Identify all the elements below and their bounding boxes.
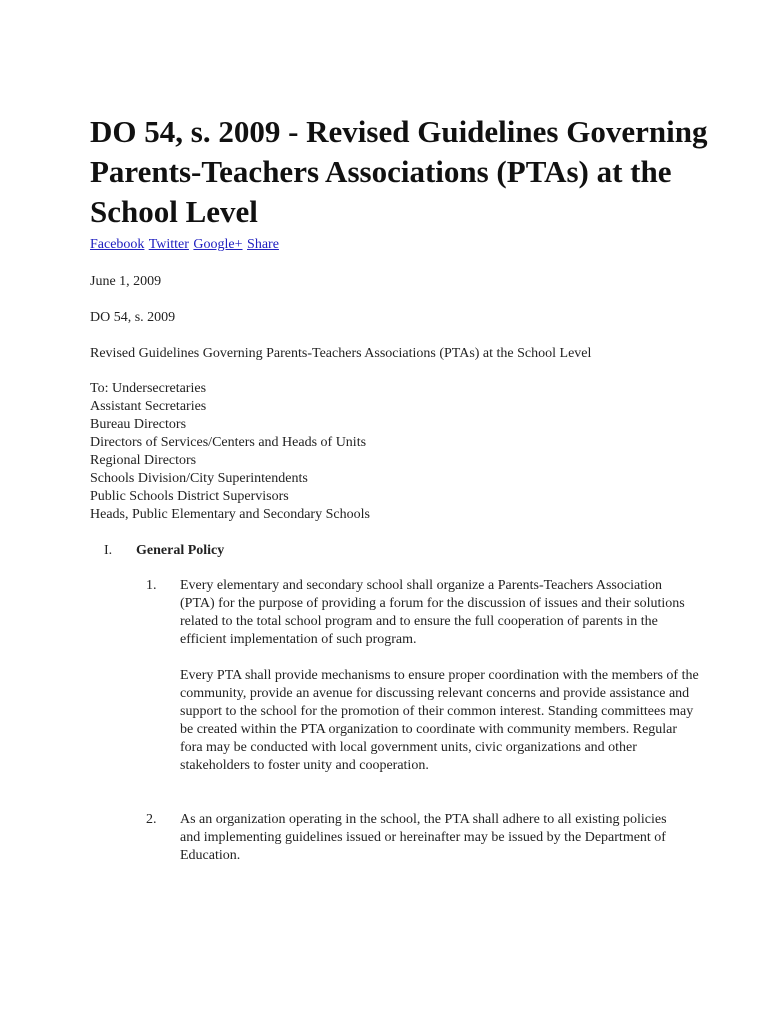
recipient-list bbox=[90, 380, 370, 524]
recipient: Directors of Services/Centers and Heads of Units bbox=[90, 435, 367, 450]
item-text: As an organization operating in the school, the PTA shall adhere to all existing policies and implementing guidelines issued or hereinafter may be issued by the Department of Education. bbox=[180, 812, 667, 863]
item-number: 2. bbox=[146, 812, 157, 827]
recipient: Schools Division/City Superintendents bbox=[90, 471, 308, 486]
item-number: 1. bbox=[146, 578, 157, 593]
googleplus-link[interactable]: Google+ bbox=[193, 237, 243, 252]
item-text: Every elementary and secondary school shall organize a Parents-Teachers Association (PTA) for the purpose of providing a forum for the discussion of issues and their solutions related to the total school program and to ensure the full cooperation of parents in the efficient implementation of such program. bbox=[180, 578, 685, 647]
section-title: General Policy bbox=[136, 543, 225, 558]
item-continuation: Every PTA shall provide mechanisms to ensure proper coordination with the members of the community, provide an avenue for discussing relevant concerns and provide assistance and support to the school for the promotion of their common interest. Standing committees may be created within the PTA organization to coordinate with community members. Regular fora may be conducted with local government units, civic organizations and other stakeholders to foster unity and cooperation. bbox=[180, 668, 699, 773]
share-links bbox=[90, 236, 280, 254]
recipient: To: Undersecretaries bbox=[90, 381, 207, 396]
recipient: Assistant Secretaries bbox=[90, 399, 207, 414]
recipient: Regional Directors bbox=[90, 453, 197, 468]
recipient: Bureau Directors bbox=[90, 417, 187, 432]
document-subject: Revised Guidelines Governing Parents-Teachers Associations (PTAs) at the School Level bbox=[90, 346, 592, 361]
facebook-link[interactable]: Facebook bbox=[90, 237, 145, 252]
recipient: Public Schools District Supervisors bbox=[90, 489, 289, 504]
twitter-link[interactable]: Twitter bbox=[148, 237, 189, 252]
order-number: DO 54, s. 2009 bbox=[90, 310, 176, 325]
page-title: DO 54, s. 2009 - Revised Guidelines Governing Parents-Teachers Associations (PTAs) at the School Level bbox=[90, 114, 708, 229]
section-number: I. bbox=[104, 543, 113, 558]
share-link[interactable]: Share bbox=[247, 237, 279, 252]
document-date: June 1, 2009 bbox=[90, 274, 162, 289]
recipient: Heads, Public Elementary and Secondary Schools bbox=[90, 507, 370, 522]
